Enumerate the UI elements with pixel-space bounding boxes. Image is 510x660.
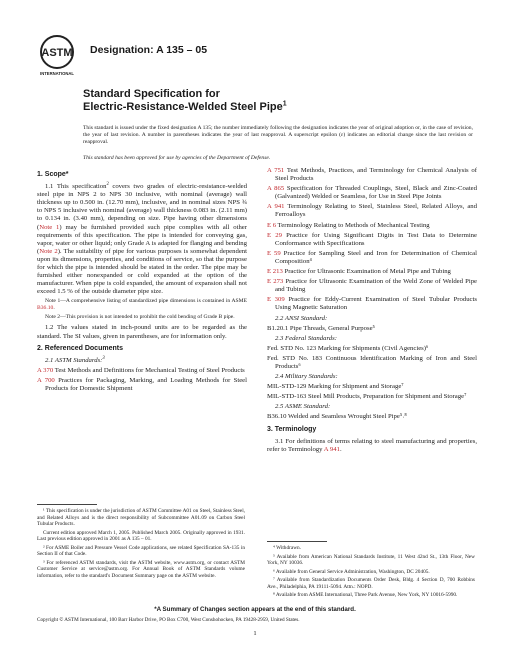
- footnote-divider: [267, 541, 327, 542]
- left-reference-list: [37, 367, 247, 393]
- reference-link[interactable]: E 59: [267, 249, 281, 257]
- a941-link[interactable]: A 941: [323, 445, 340, 453]
- reference-item: E 273 Practice for Ultrasonic Examination of the Weld Zone of Welded Pipe and Tubing: [267, 278, 478, 294]
- reference-link[interactable]: A 941: [267, 203, 285, 211]
- reference-item: E 59 Practice for Sampling Steel and Iron for Determination of Chemical Composition⁴: [267, 249, 477, 265]
- paragraph-1-1: 1.1 This specification$^2$ covers two grades of electric-resistance-welded steel pipe in NPS 2 to NPS 30 inclusive, with nominal (average) wall thickness up to 0.500 in. (12.70 mm), inclusive, and in nominal sizes NPS ¾ to NPS 5 inclusive with nominal (average) wall thickness 0.083 in. (2.11 mm) to 0.134 in. (3.40 mm), depending on size. Pipe having other dimensions (Note 1) may be furnished provided such pipe complies with all other requirements of this specification. The pipe is intended for conveying gas, vapor, water or other liquid; only Grade A is adapted for flanging and bending (Note 2). The suitability of pipe for various purposes is somewhat dependent upon its dimensions, properties, and conditions of service, so that the purpose for which the pipe is intended should be stated in the order. The pipe may be furnished either nonexpanded or cold expanded at the option of the manufacturer. When pipe is cold expanded, the amount of expansion shall not exceed 1.5 % of the outside diameter pipe size.: [37, 181, 248, 296]
- ansi-item: B1.20.1 Pipe Threads, General Purpose⁵: [267, 324, 375, 332]
- footnote: ⁸ Available from ASME International, Three Park Avenue, New York, NY 10016-5990.: [273, 592, 458, 598]
- designation: Designation: A 135 – 05: [90, 44, 208, 56]
- footnote: ⁶ Available from General Service Administration, Washington, DC 20405.: [273, 568, 430, 575]
- reference-link[interactable]: E 29: [267, 231, 282, 239]
- federal-standards-heading: 2.3 Federal Standards:: [275, 334, 337, 342]
- reference-item: E 29 Practice for Using Significant Digits in Test Data to Determine Conformance with Specifications: [267, 231, 477, 247]
- asme-item: B36.10 Welded and Seamless Wrought Steel Pipe⁵˒⁸: [267, 413, 407, 421]
- reference-link[interactable]: A 700: [37, 376, 55, 384]
- military-item: MIL-STD-129 Marking for Shipment and Storage⁷: [267, 383, 404, 391]
- military-item: MIL-STD-163 Steel Mill Products, Preparation for Shipment and Storage⁷: [267, 393, 467, 401]
- federal-item: Fed. STD No. 183 Continuous Identification Marking of Iron and Steel Products⁶: [267, 354, 477, 370]
- page-number: 1: [253, 630, 257, 637]
- paragraph-1-2: 1.2 The values stated in inch-pound units are to be regarded as the standard. The SI values, given in parentheses, are for information only.: [37, 324, 247, 340]
- scope-heading: 1. Scope*: [37, 171, 69, 178]
- right-reference-list: [267, 167, 477, 313]
- dod-approval-note: This standard has been approved for use by agencies of the Department of Defense.: [83, 155, 271, 161]
- footnotes-left: [37, 508, 245, 581]
- note-2-link[interactable]: Note 2: [39, 247, 58, 255]
- right-column: [267, 167, 477, 456]
- reference-link[interactable]: E 273: [267, 278, 284, 286]
- reference-item: A 700 Practices for Packaging, Marking, and Loading Methods for Steel Products for Domestic Shipment: [37, 376, 247, 392]
- footnote-divider: [37, 504, 97, 505]
- footnote: ³ For referenced ASTM standards, visit the ASTM website, www.astm.org, or contact ASTM Customer Service at service@astm.org. For Annual Book of ASTM Standards volume information, refer to the standard's Document Summary page on the ASTM website.: [37, 559, 245, 579]
- copyright-line: Copyright © ASTM International, 100 Barr Harbor Drive, PO Box C700, West Conshohocken, PA 19428-2959, United States.: [37, 617, 300, 623]
- reference-link[interactable]: E 6: [267, 221, 277, 229]
- reference-item: E 6 Terminology Relating to Methods of Mechanical Testing: [267, 221, 430, 229]
- reference-item: E 309 Practice for Eddy-Current Examination of Steel Tubular Products Using Magnetic Saturation: [267, 296, 477, 312]
- reference-item: A 751 Test Methods, Practices, and Terminology for Chemical Analysis of Steel Products: [267, 167, 477, 183]
- astm-logo: [38, 34, 76, 78]
- federal-item: Fed. STD No. 123 Marking for Shipments (Civil Agencies)⁶: [267, 344, 429, 352]
- note-1-link[interactable]: Note 1: [39, 223, 60, 231]
- reference-link[interactable]: A 370: [37, 366, 54, 374]
- svg-text:ASTM: ASTM: [41, 47, 73, 59]
- footnote: ² For ASME Boiler and Pressure Vessel Code applications, see related Specification SA-135 in Section II of that Code.: [37, 544, 245, 557]
- referenced-documents-heading: 2. Referenced Documents: [37, 344, 123, 352]
- reference-item: E 213 Practice for Ultrasonic Examination of Metal Pipe and Tubing: [267, 268, 451, 276]
- reference-item: A 941 Terminology Relating to Steel, Stainless Steel, Related Alloys, and Ferroalloys: [267, 203, 477, 219]
- footnotes-right: [267, 545, 475, 601]
- reference-link[interactable]: E 309: [267, 296, 285, 304]
- left-column: [37, 167, 247, 395]
- footnote: ¹ This specification is under the jurisdiction of ASTM Committee A01 on Steel, Stainless Steel, and Related Alloys and is the direct responsibility of Subcommittee A01.09 on Carbon Steel Tubular Products.: [37, 508, 245, 527]
- reference-link[interactable]: A 865: [267, 185, 285, 193]
- astm-standards-heading: 2.1 ASTM Standards:$^3$: [45, 355, 105, 364]
- footnote: ⁴ Withdrawn.: [273, 545, 302, 551]
- reference-link[interactable]: E 213: [267, 268, 283, 276]
- paragraph-3-1: 3.1 For definitions of terms relating to steel manufacturing and properties, refer to Terminology A 941.: [267, 437, 477, 453]
- military-standards-heading: 2.4 Military Standards:: [275, 373, 338, 381]
- ansi-standard-heading: 2.2 ANSI Standard:: [275, 314, 328, 322]
- asme-standard-heading: 2.5 ASME Standard:: [275, 403, 331, 411]
- footnote: ⁷ Available from Standardization Documents Order Desk, Bldg. 4 Section D, 700 Robbins Ave., Philadelphia, PA 19111-5094. Attn.: NOPD.: [267, 577, 475, 590]
- reference-item: A 865 Specification for Threaded Couplings, Steel, Black and Zinc-Coated (Galvanized) Welded or Seamless, for Use in Steel Pipe Joints: [267, 185, 477, 201]
- reference-item: A 370 Test Methods and Definitions for Mechanical Testing of Steel Products: [37, 366, 245, 374]
- summary-of-changes-note: *A Summary of Changes section appears at the end of this standard.: [154, 606, 356, 613]
- reference-link[interactable]: A 751: [267, 167, 285, 174]
- note-2: Note 2—This provision is not intended to prohibit the cold bending of Grade B pipe.: [45, 314, 235, 321]
- svg-text:INTERNATIONAL: INTERNATIONAL: [40, 71, 74, 76]
- footnote: Current edition approved March 1, 2005. Published March 2005. Originally approved in 1931. Last previous edition approved in 2001 as A 135 – 01.: [37, 529, 245, 542]
- title-line-2: Electric-Resistance-Welded Steel Pipe$^1$: [83, 100, 287, 113]
- note-1: Note 1—A comprehensive listing of standardized pipe dimensions is contained in ASME B36.10.: [37, 298, 247, 312]
- b36-10-link[interactable]: B36.10: [37, 305, 54, 312]
- terminology-heading: 3. Terminology: [267, 425, 317, 433]
- issuance-notice: This standard is issued under the fixed designation A 135; the number immediately following the designation indicates the year of original adoption or, in the case of revision, the year of last revision. A number in parentheses indicates the year of last reapproval. A superscript epsilon (ε) indicates an editorial change since the last revision or reapproval.: [83, 125, 473, 145]
- title-line-1: Standard Specification for: [83, 88, 220, 100]
- footnote: ⁵ Available from American National Standards Institute, 11 West 42nd St., 13th Floor, New York, NY 10036.: [267, 553, 475, 566]
- document-title: [83, 88, 287, 114]
